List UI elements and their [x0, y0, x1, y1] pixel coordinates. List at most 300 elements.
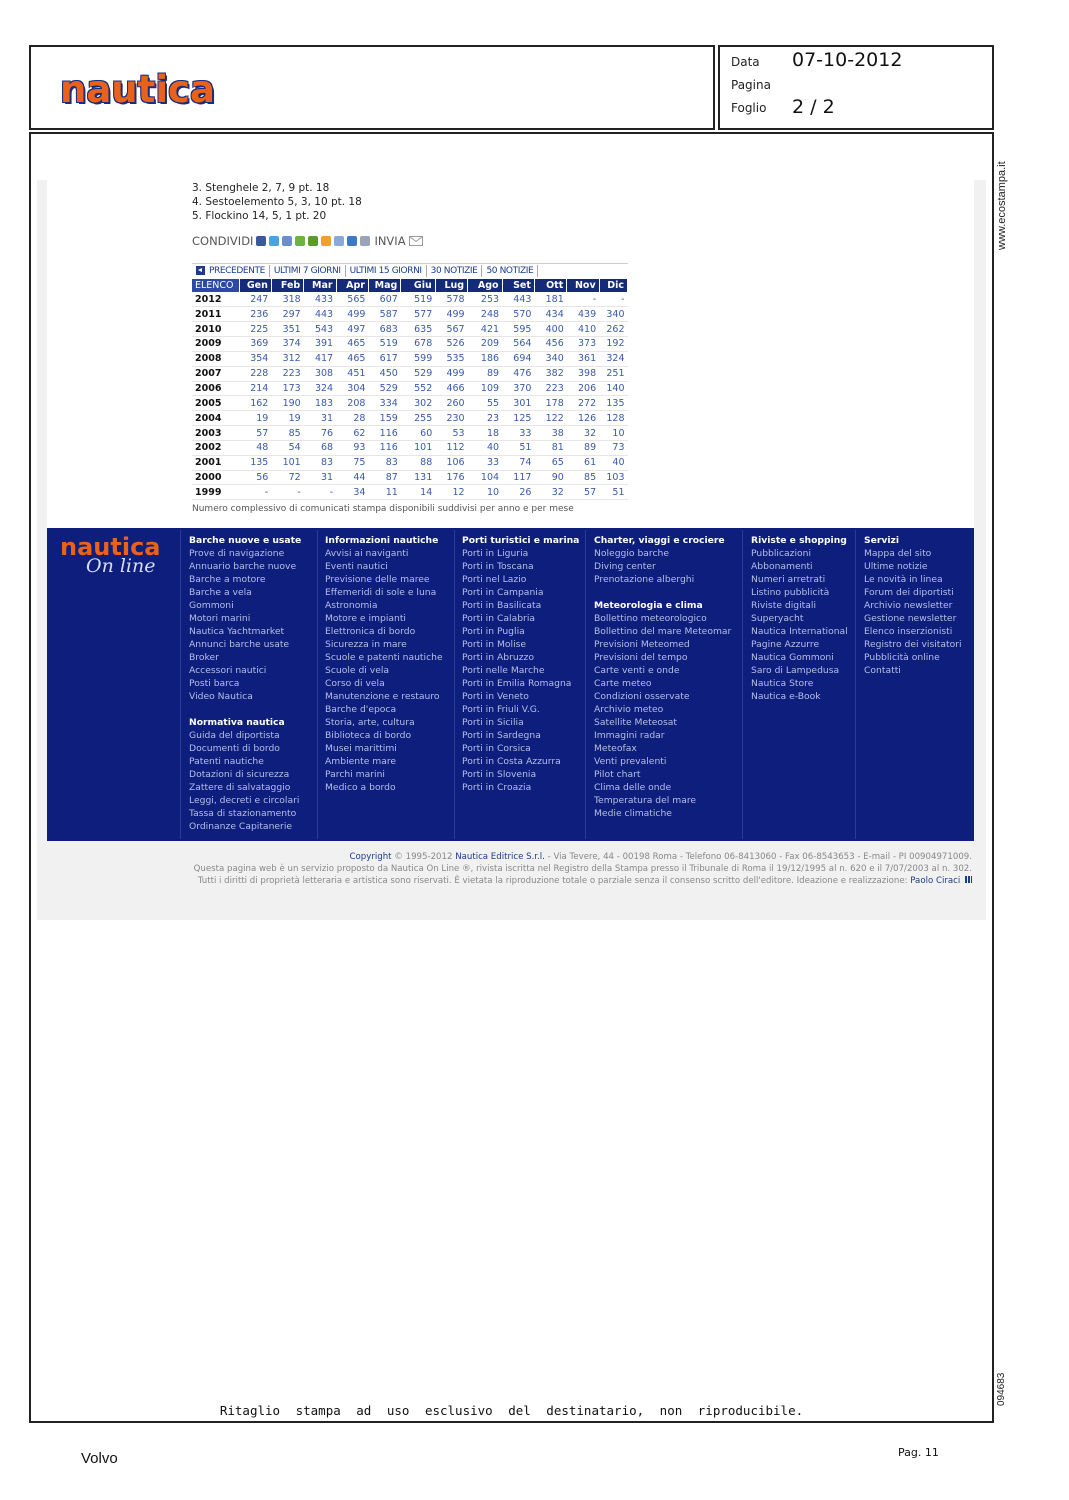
footer-link[interactable]: Porti in Puglia: [462, 626, 525, 637]
footer-link[interactable]: Saro di Lampedusa: [751, 665, 840, 676]
footer-link[interactable]: Porti in Corsica: [462, 743, 531, 754]
count-cell[interactable]: 253: [468, 292, 502, 307]
footer-link[interactable]: Porti in Calabria: [462, 613, 536, 624]
footer-link[interactable]: Listino pubblicità: [751, 587, 830, 598]
count-cell[interactable]: 31: [304, 411, 336, 426]
footer-link[interactable]: Annunci barche usate: [189, 639, 290, 650]
count-cell[interactable]: 40: [599, 455, 627, 470]
footer-link[interactable]: Previsioni Meteomed: [594, 639, 690, 650]
footer-link[interactable]: Annuario barche nuove: [189, 561, 297, 572]
count-cell[interactable]: 260: [435, 396, 467, 411]
footer-link[interactable]: Diving center: [594, 561, 656, 572]
count-cell[interactable]: 87: [368, 470, 400, 485]
table-row: [192, 381, 628, 396]
count-cell[interactable]: 104: [468, 470, 502, 485]
count-cell[interactable]: 162: [239, 396, 271, 411]
count-cell[interactable]: 18: [468, 426, 502, 441]
count-cell[interactable]: 101: [401, 440, 435, 455]
count-cell[interactable]: 53: [435, 426, 467, 441]
digg-icon[interactable]: [295, 236, 305, 246]
footer-link[interactable]: Avvisi ai naviganti: [325, 548, 409, 559]
footer-link[interactable]: Parchi marini: [325, 769, 385, 780]
count-cell[interactable]: 48: [239, 440, 271, 455]
count-cell[interactable]: 450: [368, 366, 400, 381]
count-cell[interactable]: 101: [271, 455, 303, 470]
footer-link[interactable]: Porti in Toscana: [462, 561, 534, 572]
count-cell[interactable]: 208: [336, 396, 368, 411]
count-cell[interactable]: 433: [304, 292, 336, 307]
footer-link[interactable]: Bollettino meteorologico: [594, 613, 707, 624]
count-cell[interactable]: 190: [271, 396, 303, 411]
count-cell[interactable]: 373: [567, 337, 599, 352]
invia-link[interactable]: INVIA: [374, 234, 406, 248]
footer-link[interactable]: Numeri arretrati: [751, 574, 826, 585]
footer-link[interactable]: Le novità in linea: [864, 574, 943, 585]
linkedin-icon[interactable]: [347, 236, 357, 246]
footer-link[interactable]: Carte venti e onde: [594, 665, 680, 676]
footer-link[interactable]: Sicurezza in mare: [325, 639, 407, 650]
footer-link[interactable]: Pubblicità online: [864, 652, 940, 663]
count-cell[interactable]: 128: [599, 411, 627, 426]
count-cell[interactable]: 55: [468, 396, 502, 411]
count-cell[interactable]: 11: [368, 485, 400, 500]
count-cell[interactable]: 178: [534, 396, 566, 411]
count-cell[interactable]: 181: [534, 292, 566, 307]
count-cell[interactable]: 140: [599, 381, 627, 396]
count-cell[interactable]: 83: [304, 455, 336, 470]
footer-link[interactable]: Porti in Friuli V.G.: [462, 704, 540, 715]
footer-link[interactable]: Porti in Croazia: [462, 782, 532, 793]
count-cell[interactable]: 116: [368, 426, 400, 441]
count-cell[interactable]: 318: [271, 292, 303, 307]
footer-link[interactable]: Zattere di salvataggio: [189, 782, 291, 793]
nav-50-notizie[interactable]: 50 NOTIZIE: [482, 265, 538, 277]
count-cell[interactable]: 302: [401, 396, 435, 411]
count-cell[interactable]: 694: [502, 351, 534, 366]
count-cell[interactable]: 31: [304, 470, 336, 485]
count-cell[interactable]: 74: [502, 455, 534, 470]
count-cell[interactable]: 382: [534, 366, 566, 381]
count-cell[interactable]: 228: [239, 366, 271, 381]
count-cell[interactable]: 135: [239, 455, 271, 470]
count-cell[interactable]: 65: [534, 455, 566, 470]
footer-link[interactable]: Noleggio barche: [594, 548, 670, 559]
count-cell[interactable]: 51: [599, 485, 627, 500]
footer-link[interactable]: Musei marittimi: [325, 743, 397, 754]
count-cell[interactable]: 351: [271, 322, 303, 337]
footer-link[interactable]: Biblioteca di bordo: [325, 730, 412, 741]
footer-link[interactable]: Motore e impianti: [325, 613, 406, 624]
share-more-icon[interactable]: [360, 236, 370, 246]
footer-link[interactable]: Effemeridi di sole e luna: [325, 587, 437, 598]
count-cell[interactable]: 535: [435, 351, 467, 366]
footer-link[interactable]: Storia, arte, cultura: [325, 717, 415, 728]
twitter-icon[interactable]: [269, 236, 279, 246]
count-cell[interactable]: 89: [468, 366, 502, 381]
count-cell[interactable]: 109: [468, 381, 502, 396]
count-cell[interactable]: 340: [599, 307, 627, 322]
footer-link[interactable]: Porti in Costa Azzurra: [462, 756, 561, 767]
year-cell: 2010: [192, 322, 239, 337]
footer-link[interactable]: Superyacht: [751, 613, 804, 624]
client-name: Volvo: [81, 1450, 118, 1467]
count-cell[interactable]: 443: [304, 307, 336, 322]
count-cell[interactable]: 248: [468, 307, 502, 322]
count-cell[interactable]: 32: [534, 485, 566, 500]
footer-link[interactable]: Pilot chart: [594, 769, 641, 780]
count-cell[interactable]: 54: [271, 440, 303, 455]
footer-link[interactable]: Eventi nautici: [325, 561, 388, 572]
count-cell[interactable]: 361: [567, 351, 599, 366]
count-cell[interactable]: 369: [239, 337, 271, 352]
count-cell[interactable]: 85: [271, 426, 303, 441]
count-cell[interactable]: 499: [435, 366, 467, 381]
footer-link[interactable]: Nautica International: [751, 626, 848, 637]
count-cell[interactable]: 519: [401, 292, 435, 307]
count-cell[interactable]: 499: [336, 307, 368, 322]
footer-link[interactable]: Porti in Campania: [462, 587, 544, 598]
count-cell[interactable]: 499: [435, 307, 467, 322]
author-link[interactable]: Paolo Ciraci: [910, 876, 961, 886]
count-cell[interactable]: -: [567, 292, 599, 307]
footer-link[interactable]: Guida del diportista: [189, 730, 280, 741]
count-cell[interactable]: 324: [599, 351, 627, 366]
footer-link[interactable]: Riviste digitali: [751, 600, 816, 611]
count-cell[interactable]: 301: [502, 396, 534, 411]
count-cell[interactable]: 57: [567, 485, 599, 500]
footer-link[interactable]: Mappa del sito: [864, 548, 932, 559]
count-cell[interactable]: 73: [599, 440, 627, 455]
footer-link[interactable]: Contatti: [864, 665, 901, 676]
footer-link[interactable]: Pagine Azzurre: [751, 639, 820, 650]
footer-link[interactable]: Broker: [189, 652, 219, 663]
count-cell[interactable]: -: [271, 485, 303, 500]
count-cell[interactable]: 340: [534, 351, 566, 366]
google-icon[interactable]: [321, 236, 331, 246]
count-cell[interactable]: 103: [599, 470, 627, 485]
count-cell[interactable]: 56: [239, 470, 271, 485]
count-cell[interactable]: 529: [368, 381, 400, 396]
footer-link[interactable]: Corso di vela: [325, 678, 385, 689]
count-cell[interactable]: 678: [401, 337, 435, 352]
footer-link[interactable]: Condizioni osservate: [594, 691, 690, 702]
count-cell[interactable]: 439: [567, 307, 599, 322]
count-cell[interactable]: 26: [502, 485, 534, 500]
count-cell[interactable]: 183: [304, 396, 336, 411]
count-cell[interactable]: 33: [502, 426, 534, 441]
footer-link[interactable]: Tassa di stazionamento: [189, 808, 297, 819]
count-cell[interactable]: 89: [567, 440, 599, 455]
count-cell[interactable]: 565: [336, 292, 368, 307]
count-cell[interactable]: 354: [239, 351, 271, 366]
count-cell[interactable]: 308: [304, 366, 336, 381]
count-cell[interactable]: 225: [239, 322, 271, 337]
stumble-icon[interactable]: [308, 236, 318, 246]
footer-link[interactable]: Porti in Abruzzo: [462, 652, 534, 663]
nav-ultimi-15[interactable]: ULTIMI 15 GIORNI: [346, 265, 427, 277]
count-cell[interactable]: 370: [502, 381, 534, 396]
count-cell[interactable]: 60: [401, 426, 435, 441]
count-cell[interactable]: 304: [336, 381, 368, 396]
count-cell[interactable]: 126: [567, 411, 599, 426]
count-cell[interactable]: 33: [468, 455, 502, 470]
footer-logo-main: nautica: [60, 533, 161, 561]
footer-link[interactable]: Posti barca: [189, 678, 240, 689]
count-cell[interactable]: 334: [368, 396, 400, 411]
footer-link[interactable]: Nautica e-Book: [751, 691, 821, 702]
count-cell[interactable]: 61: [567, 455, 599, 470]
count-cell[interactable]: 312: [271, 351, 303, 366]
count-cell[interactable]: 251: [599, 366, 627, 381]
footer-link[interactable]: Forum dei diportisti: [864, 587, 954, 598]
count-cell[interactable]: 262: [599, 322, 627, 337]
count-cell[interactable]: 410: [567, 322, 599, 337]
count-cell[interactable]: 272: [567, 396, 599, 411]
column-header-month: Lug: [435, 279, 467, 292]
footer-link[interactable]: Scuole di vela: [325, 665, 390, 676]
count-cell[interactable]: 19: [271, 411, 303, 426]
footer-link[interactable]: Dotazioni di sicurezza: [189, 769, 290, 780]
count-cell[interactable]: 62: [336, 426, 368, 441]
footer-link[interactable]: Previsioni del tempo: [594, 652, 688, 663]
count-cell[interactable]: 635: [401, 322, 435, 337]
count-cell[interactable]: 88: [401, 455, 435, 470]
footer-link[interactable]: Motori marini: [189, 613, 251, 624]
count-cell[interactable]: 90: [534, 470, 566, 485]
count-cell[interactable]: 567: [435, 322, 467, 337]
footer-link[interactable]: Accessori nautici: [189, 665, 267, 676]
footer-link[interactable]: Archivio newsletter: [864, 600, 953, 611]
facebook-icon[interactable]: [256, 236, 266, 246]
count-cell[interactable]: 497: [336, 322, 368, 337]
count-cell[interactable]: 93: [336, 440, 368, 455]
count-cell[interactable]: 117: [502, 470, 534, 485]
count-cell[interactable]: 223: [534, 381, 566, 396]
footer-link[interactable]: Patenti nautiche: [189, 756, 264, 767]
footer-column: [325, 534, 443, 794]
footer-link[interactable]: Ultime notizie: [864, 561, 928, 572]
delicious-icon[interactable]: [282, 236, 292, 246]
count-cell[interactable]: 38: [534, 426, 566, 441]
count-cell[interactable]: 125: [502, 411, 534, 426]
envelope-icon[interactable]: [409, 236, 423, 246]
count-cell[interactable]: 587: [368, 307, 400, 322]
count-cell[interactable]: 192: [599, 337, 627, 352]
count-cell[interactable]: -: [304, 485, 336, 500]
count-cell[interactable]: 255: [401, 411, 435, 426]
footer-link[interactable]: Clima delle onde: [594, 782, 672, 793]
count-cell[interactable]: 209: [468, 337, 502, 352]
footer-link[interactable]: Prenotazione alberghi: [594, 574, 695, 585]
copyright-link[interactable]: Copyright: [349, 852, 392, 862]
count-cell[interactable]: 564: [502, 337, 534, 352]
count-cell[interactable]: 543: [304, 322, 336, 337]
count-cell[interactable]: 456: [534, 337, 566, 352]
count-cell[interactable]: 391: [304, 337, 336, 352]
footer-link[interactable]: Porti in Liguria: [462, 548, 529, 559]
count-cell[interactable]: 68: [304, 440, 336, 455]
count-cell[interactable]: 552: [401, 381, 435, 396]
count-cell[interactable]: 451: [336, 366, 368, 381]
count-cell[interactable]: 32: [567, 426, 599, 441]
count-cell[interactable]: 173: [271, 381, 303, 396]
count-cell[interactable]: 223: [271, 366, 303, 381]
count-cell[interactable]: 72: [271, 470, 303, 485]
count-cell[interactable]: 466: [435, 381, 467, 396]
footer-link[interactable]: Ambiente mare: [325, 756, 397, 767]
nav-ultimi-7[interactable]: ULTIMI 7 GIORNI: [270, 265, 346, 277]
count-cell[interactable]: 400: [534, 322, 566, 337]
footer-link[interactable]: Porti in Basilicata: [462, 600, 542, 611]
count-cell[interactable]: 434: [534, 307, 566, 322]
nav-precedente[interactable]: PRECEDENTE: [192, 265, 270, 277]
nautica-online-logo[interactable]: [60, 533, 161, 577]
footer-column: [189, 534, 301, 833]
count-cell[interactable]: 10: [599, 426, 627, 441]
footer-link[interactable]: Pubblicazioni: [751, 548, 812, 559]
footer-link[interactable]: Abbonamenti: [751, 561, 813, 572]
footer-link[interactable]: Nautica Yachtmarket: [189, 626, 285, 637]
footer-link[interactable]: Barche d'epoca: [325, 704, 397, 715]
count-cell[interactable]: 206: [567, 381, 599, 396]
footer-link[interactable]: Documenti di bordo: [189, 743, 280, 754]
footer-link[interactable]: Medie climatiche: [594, 808, 672, 819]
count-cell[interactable]: 519: [368, 337, 400, 352]
count-cell[interactable]: 12: [435, 485, 467, 500]
footer-link[interactable]: Porti in Molise: [462, 639, 527, 650]
count-cell[interactable]: 443: [502, 292, 534, 307]
footer-link[interactable]: Porti in Emilia Romagna: [462, 678, 572, 689]
footer-link[interactable]: Bollettino del mare Meteomar: [594, 626, 732, 637]
footer-link[interactable]: Astronomia: [325, 600, 378, 611]
footer-link[interactable]: Venti prevalenti: [594, 756, 667, 767]
footer-link[interactable]: Porti nelle Marche: [462, 665, 545, 676]
footer-link[interactable]: Leggi, decreti e circolari: [189, 795, 300, 806]
count-cell[interactable]: 23: [468, 411, 502, 426]
count-cell[interactable]: 324: [304, 381, 336, 396]
count-cell[interactable]: 75: [336, 455, 368, 470]
count-cell[interactable]: 683: [368, 322, 400, 337]
count-cell[interactable]: 526: [435, 337, 467, 352]
count-cell[interactable]: 476: [502, 366, 534, 381]
footer-link[interactable]: Gommoni: [189, 600, 234, 611]
count-cell[interactable]: 465: [336, 337, 368, 352]
footer-link[interactable]: Scuole e patenti nautiche: [325, 652, 443, 663]
footer-link[interactable]: Porti in Slovenia: [462, 769, 537, 780]
footer-link[interactable]: Porti in Sardegna: [462, 730, 541, 741]
footer-link[interactable]: Satellite Meteosat: [594, 717, 678, 728]
publisher-link[interactable]: Nautica Editrice S.r.l.: [455, 852, 545, 862]
count-cell[interactable]: 417: [304, 351, 336, 366]
count-cell[interactable]: 14: [401, 485, 435, 500]
count-cell[interactable]: 465: [336, 351, 368, 366]
footer-link[interactable]: Archivio meteo: [594, 704, 664, 715]
footer-link[interactable]: Immagini radar: [594, 730, 665, 741]
count-cell[interactable]: 247: [239, 292, 271, 307]
footer-link[interactable]: Elenco inserzionisti: [864, 626, 953, 637]
count-cell[interactable]: 131: [401, 470, 435, 485]
count-cell[interactable]: 398: [567, 366, 599, 381]
count-cell[interactable]: 607: [368, 292, 400, 307]
count-cell[interactable]: 106: [435, 455, 467, 470]
count-cell[interactable]: 112: [435, 440, 467, 455]
count-cell[interactable]: 28: [336, 411, 368, 426]
count-cell[interactable]: 599: [401, 351, 435, 366]
footer-link[interactable]: Gestione newsletter: [864, 613, 957, 624]
count-cell[interactable]: 81: [534, 440, 566, 455]
count-cell[interactable]: 236: [239, 307, 271, 322]
footer-link[interactable]: Carte meteo: [594, 678, 652, 689]
count-cell[interactable]: 421: [468, 322, 502, 337]
count-cell[interactable]: 19: [239, 411, 271, 426]
count-cell[interactable]: 76: [304, 426, 336, 441]
count-cell[interactable]: -: [239, 485, 271, 500]
footer-link[interactable]: Porti in Sicilia: [462, 717, 524, 728]
count-cell[interactable]: 135: [599, 396, 627, 411]
count-cell[interactable]: 595: [502, 322, 534, 337]
count-cell[interactable]: 578: [435, 292, 467, 307]
count-cell[interactable]: 83: [368, 455, 400, 470]
footer-link[interactable]: Prove di navigazione: [189, 548, 285, 559]
footer-link[interactable]: Nautica Gommoni: [751, 652, 834, 663]
footer-link[interactable]: Barche a motore: [189, 574, 266, 585]
footer-link[interactable]: Previsione delle maree: [325, 574, 430, 585]
footer-divider: [855, 530, 856, 839]
count-cell[interactable]: 297: [271, 307, 303, 322]
count-cell[interactable]: 57: [239, 426, 271, 441]
count-cell[interactable]: 85: [567, 470, 599, 485]
count-cell[interactable]: 570: [502, 307, 534, 322]
count-cell[interactable]: 159: [368, 411, 400, 426]
count-cell[interactable]: 10: [468, 485, 502, 500]
count-cell[interactable]: 577: [401, 307, 435, 322]
footer-link[interactable]: Elettronica di bordo: [325, 626, 416, 637]
footer-link[interactable]: Ordinanze Capitanerie: [189, 821, 293, 832]
count-cell[interactable]: 617: [368, 351, 400, 366]
footer-link[interactable]: Barche a vela: [189, 587, 252, 598]
count-cell[interactable]: 51: [502, 440, 534, 455]
footer-link[interactable]: Temperatura del mare: [594, 795, 697, 806]
footer-link[interactable]: Medico a bordo: [325, 782, 396, 793]
nav-30-notizie[interactable]: 30 NOTIZIE: [427, 265, 483, 277]
count-cell[interactable]: 122: [534, 411, 566, 426]
table-row: [192, 485, 628, 500]
column-header-elenco[interactable]: ELENCO: [192, 279, 239, 292]
count-cell[interactable]: 40: [468, 440, 502, 455]
count-cell[interactable]: -: [599, 292, 627, 307]
count-cell[interactable]: 176: [435, 470, 467, 485]
year-cell: 2004: [192, 411, 239, 426]
footer-link[interactable]: Nautica Store: [751, 678, 814, 689]
foglio-label: Foglio: [731, 101, 767, 115]
count-cell[interactable]: 34: [336, 485, 368, 500]
count-cell[interactable]: 186: [468, 351, 502, 366]
footer-link[interactable]: Manutenzione e restauro: [325, 691, 440, 702]
count-cell[interactable]: 116: [368, 440, 400, 455]
count-cell[interactable]: 214: [239, 381, 271, 396]
footer-link[interactable]: Registro dei visitatori: [864, 639, 962, 650]
myspace-icon[interactable]: [334, 236, 344, 246]
footer-link[interactable]: Video Nautica: [189, 691, 253, 702]
table-row: [192, 292, 628, 307]
count-cell[interactable]: 529: [401, 366, 435, 381]
count-cell[interactable]: 44: [336, 470, 368, 485]
count-cell[interactable]: 230: [435, 411, 467, 426]
footer-link[interactable]: Meteofax: [594, 743, 637, 754]
footer-link[interactable]: Porti nel Lazio: [462, 574, 527, 585]
footer-link[interactable]: Porti in Veneto: [462, 691, 529, 702]
count-cell[interactable]: 374: [271, 337, 303, 352]
